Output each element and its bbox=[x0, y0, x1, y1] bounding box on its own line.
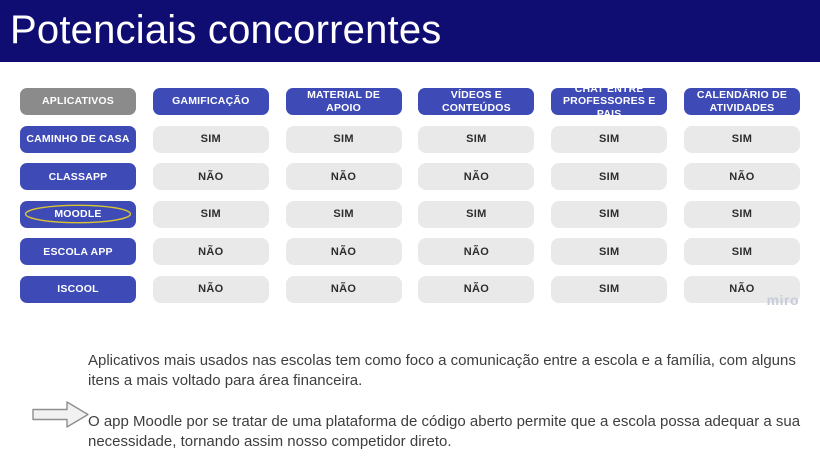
table-cell: SIM bbox=[286, 126, 402, 153]
table-cell: SIM bbox=[551, 201, 667, 228]
comparison-table bbox=[20, 82, 800, 303]
table-cell: NÃO bbox=[418, 163, 534, 190]
row-header-app: ISCOOL bbox=[20, 276, 136, 303]
table-cell: NÃO bbox=[418, 276, 534, 303]
row-header-app: MOODLE bbox=[20, 201, 136, 228]
table-cell: NÃO bbox=[153, 238, 269, 265]
highlight-ellipse-icon bbox=[24, 204, 132, 224]
table-cell: SIM bbox=[551, 276, 667, 303]
row-header-app: CLASSAPP bbox=[20, 163, 136, 190]
table-cell: SIM bbox=[684, 238, 800, 265]
table-cell: SIM bbox=[684, 126, 800, 153]
table-cell: NÃO bbox=[684, 276, 800, 303]
column-header: CALENDÁRIO DE ATIVIDADES bbox=[684, 88, 800, 115]
column-header-aplicativos: APLICATIVOS bbox=[20, 88, 136, 115]
column-header: MATERIAL DE APOIO bbox=[286, 88, 402, 115]
title-band bbox=[0, 0, 820, 62]
table-cell: NÃO bbox=[684, 163, 800, 190]
column-header: CHAT ENTRE PROFESSORES E PAIS bbox=[551, 88, 667, 115]
table-cell: SIM bbox=[551, 238, 667, 265]
table-cell: NÃO bbox=[153, 276, 269, 303]
row-header-app: ESCOLA APP bbox=[20, 238, 136, 265]
note-apps-focus: Aplicativos mais usados nas escolas tem como foco a comunicação entre a escola e a família, com alguns itens a mais voltado para área financeira. bbox=[88, 352, 796, 389]
table-cell: NÃO bbox=[286, 276, 402, 303]
miro-watermark[interactable]: miro bbox=[766, 292, 799, 308]
table-cell: SIM bbox=[418, 126, 534, 153]
table-cell: SIM bbox=[153, 201, 269, 228]
right-arrow-icon bbox=[32, 400, 90, 429]
table-cell: SIM bbox=[418, 201, 534, 228]
column-header: VÍDEOS E CONTEÚDOS bbox=[418, 88, 534, 115]
column-header: GAMIFICAÇÃO bbox=[153, 88, 269, 115]
table-cell: SIM bbox=[153, 126, 269, 153]
table-cell: SIM bbox=[551, 163, 667, 190]
table-cell: NÃO bbox=[153, 163, 269, 190]
table-cell: SIM bbox=[551, 126, 667, 153]
note-moodle-competitor: O app Moodle por se tratar de uma plataforma de código aberto permite que a escola possa adequar a sua necessidade, tornando assim nosso competidor direto. bbox=[88, 413, 801, 450]
table-cell: NÃO bbox=[286, 163, 402, 190]
table-cell: NÃO bbox=[286, 238, 402, 265]
table-cell: SIM bbox=[684, 201, 800, 228]
table-cell: SIM bbox=[286, 201, 402, 228]
row-header-app: CAMINHO DE CASA bbox=[20, 126, 136, 153]
table-cell: NÃO bbox=[418, 238, 534, 265]
page-title: Potenciais concorrentes bbox=[10, 8, 442, 52]
